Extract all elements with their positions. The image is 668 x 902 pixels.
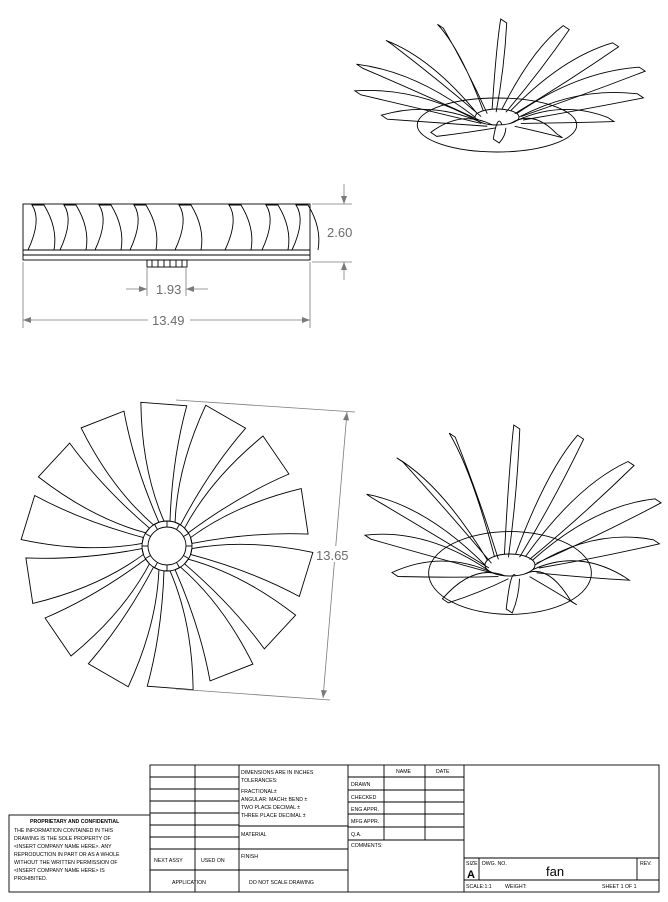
dwg-no-label: DWG. NO. — [482, 861, 507, 867]
iso-blade — [506, 575, 519, 613]
role-eng-appr: ENG APPR. — [351, 807, 379, 813]
iso-blade — [526, 571, 577, 605]
iso-blade — [533, 499, 662, 563]
iso-blade — [397, 458, 492, 563]
side-view — [23, 204, 319, 267]
iso-blade — [357, 64, 479, 120]
isometric-view-top — [355, 19, 645, 152]
dim-height-label: 2.60 — [327, 225, 353, 240]
proprietary-line: THE INFORMATION CONTAINED IN THIS — [14, 828, 114, 834]
iso-blade — [355, 90, 481, 123]
side-blade-profile — [175, 205, 202, 250]
rev-label: REV. — [640, 861, 652, 867]
sheet-label: SHEET 1 OF 1 — [602, 884, 637, 890]
application-label: APPLICATION — [172, 880, 206, 886]
fan-blade — [141, 402, 187, 521]
fan-blade — [38, 443, 149, 533]
fan-blade — [185, 559, 296, 649]
finish-label: FINISH — [241, 854, 259, 860]
side-blade-profile — [292, 205, 319, 250]
fan-blade — [21, 496, 143, 548]
iso-blade — [519, 92, 643, 120]
do-not-scale-label: DO NOT SCALE DRAWING — [249, 880, 314, 886]
proprietary-line: WITHOUT THE WRITTEN PERMISSION OF — [14, 860, 118, 866]
size-label: SIZE — [466, 861, 478, 867]
side-blade-profile — [28, 205, 55, 250]
tolerance-line: TOLERANCES: — [241, 778, 278, 784]
iso-blade — [535, 537, 659, 568]
proprietary-title: PROPRIETARY AND CONFIDENTIAL — [30, 819, 120, 825]
top-view — [21, 402, 313, 689]
hub-rib — [155, 562, 158, 567]
tolerance-line: TWO PLACE DECIMAL ± — [241, 805, 301, 811]
fan-blade — [185, 436, 289, 533]
side-blade-profile — [60, 205, 87, 250]
iso-blade — [533, 561, 630, 580]
name-column-header: NAME — [396, 769, 411, 775]
dwg-no-value: fan — [546, 864, 565, 879]
fan-blade — [26, 549, 144, 604]
iso-hub — [485, 554, 535, 576]
hub-rib — [177, 524, 180, 529]
side-blade-profile — [130, 205, 157, 250]
fan-blade — [147, 571, 193, 690]
hub-rib — [183, 556, 188, 559]
iso-blade — [504, 425, 519, 557]
fan-blade — [175, 405, 246, 525]
title-block — [9, 765, 659, 892]
fan-blade — [191, 489, 309, 544]
dimension-hub — [126, 268, 208, 297]
scale-label: SCALE:1:1 — [466, 884, 492, 890]
iso-blade — [367, 494, 489, 568]
used-on-label: USED ON — [201, 858, 225, 864]
role-drawn: DRAWN — [351, 782, 371, 788]
hub-rib — [155, 524, 158, 529]
tolerance-line: ANGULAR: MACH± BEND ± — [241, 797, 308, 803]
iso-blade — [511, 43, 619, 114]
hub-rib — [145, 534, 150, 537]
role-checked: CHECKED — [351, 795, 377, 801]
hub-rib — [177, 562, 180, 567]
next-assy-label: NEXT ASSY — [154, 858, 183, 864]
hub-inner — [148, 527, 186, 565]
side-blade-profile — [225, 205, 252, 250]
weight-label: WEIGHT: — [505, 884, 527, 890]
role-qa: Q.A. — [351, 832, 362, 838]
size-value: A — [467, 869, 475, 881]
fan-blade — [45, 559, 149, 656]
dimension-diameter — [176, 400, 355, 700]
dim-diameter-label: 13.65 — [316, 548, 349, 563]
proprietary-line: REPRODUCTION IN PART OR AS A WHOLE — [14, 852, 120, 858]
date-column-header: DATE — [436, 769, 450, 775]
proprietary-line: DRAWING IS THE SOLE PROPERTY OF — [14, 836, 111, 842]
iso-blade — [517, 109, 614, 123]
material-label: MATERIAL — [241, 832, 267, 838]
iso-blade — [516, 435, 584, 557]
comments-label: COMMENTS: — [351, 843, 383, 849]
proprietary-line: PROHIBITED. — [14, 876, 48, 882]
fan-blade — [191, 544, 313, 596]
hub-outer — [142, 521, 192, 571]
dim-width-label: 13.49 — [152, 313, 185, 328]
proprietary-line: <INSERT COMPANY NAME HERE> IS — [14, 868, 105, 874]
hub-rib — [183, 534, 188, 537]
iso-blade — [431, 119, 496, 137]
tolerance-line: DIMENSIONS ARE IN INCHES — [241, 770, 314, 776]
iso-blade — [449, 433, 498, 559]
dim-hub-label: 1.93 — [156, 282, 182, 297]
tolerance-line: THREE PLACE DECIMAL ± — [241, 813, 306, 819]
fan-blade — [88, 567, 159, 687]
tolerance-line: FRACTIONAL± — [241, 789, 277, 795]
proprietary-line: <INSERT COMPANY NAME HERE>. ANY — [14, 844, 112, 850]
iso-blade — [386, 40, 481, 116]
isometric-view-bottom — [365, 425, 661, 614]
side-blade-profile — [95, 205, 122, 250]
iso-blade — [526, 461, 634, 559]
hub-rib — [145, 556, 150, 559]
iso-blade — [392, 561, 498, 577]
role-mfg-appr: MFG APPR. — [351, 819, 380, 825]
iso-blade — [511, 118, 563, 137]
side-blade-profile — [262, 205, 289, 250]
